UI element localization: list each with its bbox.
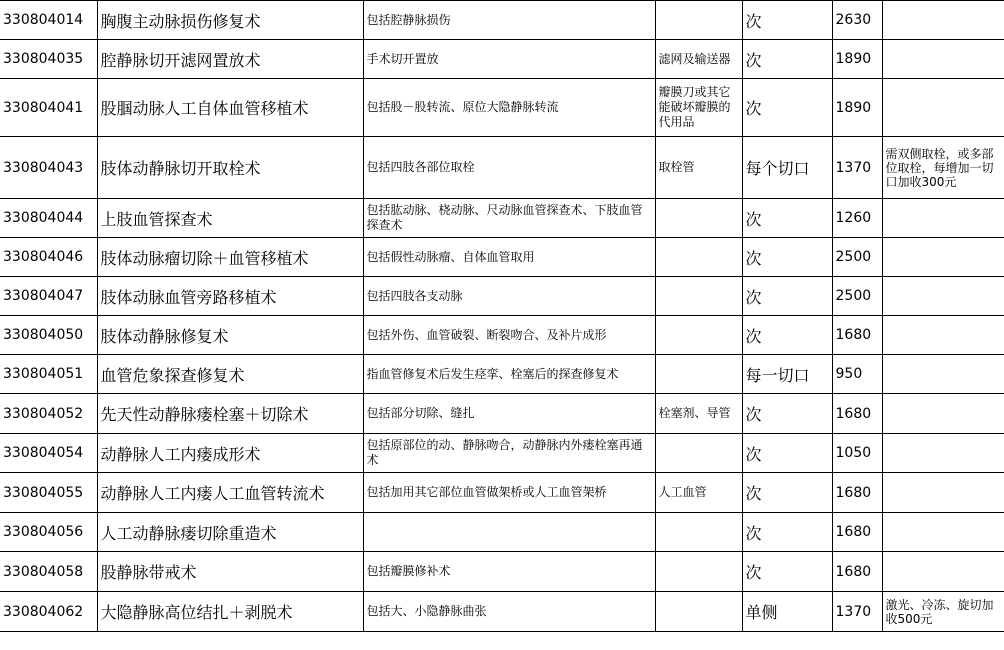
cell-content: 包括四肢各支动脉	[363, 277, 655, 316]
cell-name: 动静脉人工内瘘人工血管转流术	[97, 473, 363, 513]
cell-code: 330804041	[0, 79, 97, 137]
cell-name: 肢体动静脉切开取栓术	[97, 137, 363, 199]
cell-name: 大隐静脉高位结扎＋剥脱术	[97, 592, 363, 632]
cell-unit: 次	[742, 552, 832, 592]
cell-code: 330804054	[0, 434, 97, 473]
cell-note: 激光、冷冻、旋切加收500元	[882, 592, 1004, 632]
cell-note	[882, 355, 1004, 394]
cell-name: 动静脉人工内瘘成形术	[97, 434, 363, 473]
cell-note	[882, 473, 1004, 513]
cell-except	[655, 592, 742, 632]
table-row	[0, 513, 1004, 552]
cell-note	[882, 552, 1004, 592]
cell-except	[655, 434, 742, 473]
cell-except	[655, 355, 742, 394]
cell-note	[882, 40, 1004, 79]
cell-content: 包括肱动脉、桡动脉、尺动脉血管探查术、下肢血管探查术	[363, 199, 655, 238]
cell-content: 包括股－股转流、原位大隐静脉转流	[363, 79, 655, 137]
cell-code: 330804047	[0, 277, 97, 316]
cell-note	[882, 199, 1004, 238]
table-row	[0, 434, 1004, 473]
cell-note	[882, 238, 1004, 277]
cell-content: 包括瓣膜修补术	[363, 552, 655, 592]
cell-name: 肢体动静脉修复术	[97, 316, 363, 355]
cell-except: 瓣膜刀或其它能破坏瓣膜的代用品	[655, 79, 742, 137]
table-row	[0, 316, 1004, 355]
cell-unit: 次	[742, 40, 832, 79]
cell-code: 330804055	[0, 473, 97, 513]
cell-except	[655, 277, 742, 316]
cell-price: 1890	[832, 40, 882, 79]
cell-unit: 次	[742, 238, 832, 277]
table-row	[0, 1, 1004, 40]
cell-unit: 次	[742, 316, 832, 355]
table-row	[0, 199, 1004, 238]
cell-price: 1370	[832, 137, 882, 199]
cell-except: 滤网及输送器	[655, 40, 742, 79]
cell-name: 股腘动脉人工自体血管移植术	[97, 79, 363, 137]
cell-price: 2500	[832, 238, 882, 277]
cell-note	[882, 79, 1004, 137]
cell-note	[882, 316, 1004, 355]
table-row	[0, 277, 1004, 316]
cell-code: 330804051	[0, 355, 97, 394]
cell-price: 2500	[832, 277, 882, 316]
cell-except: 取栓管	[655, 137, 742, 199]
cell-note	[882, 513, 1004, 552]
cell-unit: 次	[742, 199, 832, 238]
cell-except	[655, 316, 742, 355]
cell-code: 330804014	[0, 1, 97, 40]
cell-content: 包括腔静脉损伤	[363, 1, 655, 40]
cell-name: 肢体动脉血管旁路移植术	[97, 277, 363, 316]
table-row	[0, 137, 1004, 199]
cell-price: 950	[832, 355, 882, 394]
cell-unit: 单侧	[742, 592, 832, 632]
table-row	[0, 473, 1004, 513]
cell-code: 330804058	[0, 552, 97, 592]
cell-unit: 次	[742, 434, 832, 473]
cell-price: 1680	[832, 316, 882, 355]
cell-name: 肢体动脉瘤切除＋血管移植术	[97, 238, 363, 277]
cell-price: 1260	[832, 199, 882, 238]
cell-except	[655, 513, 742, 552]
cell-price: 1370	[832, 592, 882, 632]
cell-content: 包括外伤、血管破裂、断裂吻合、及补片成形	[363, 316, 655, 355]
table-row	[0, 552, 1004, 592]
cell-except	[655, 199, 742, 238]
cell-code: 330804035	[0, 40, 97, 79]
cell-note	[882, 394, 1004, 434]
cell-note	[882, 277, 1004, 316]
cell-content: 手术切开置放	[363, 40, 655, 79]
table-row	[0, 40, 1004, 79]
cell-price: 1680	[832, 394, 882, 434]
cell-note	[882, 434, 1004, 473]
cell-name: 腔静脉切开滤网置放术	[97, 40, 363, 79]
table-row	[0, 355, 1004, 394]
cell-content: 包括大、小隐静脉曲张	[363, 592, 655, 632]
cell-price: 1050	[832, 434, 882, 473]
cell-content: 包括假性动脉瘤、自体血管取用	[363, 238, 655, 277]
cell-content: 指血管修复术后发生痉挛、栓塞后的探查修复术	[363, 355, 655, 394]
cell-name: 人工动静脉瘘切除重造术	[97, 513, 363, 552]
cell-code: 330804044	[0, 199, 97, 238]
cell-code: 330804046	[0, 238, 97, 277]
cell-except: 栓塞剂、导管	[655, 394, 742, 434]
cell-price: 1680	[832, 513, 882, 552]
cell-unit: 次	[742, 394, 832, 434]
cell-name: 胸腹主动脉损伤修复术	[97, 1, 363, 40]
cell-code: 330804043	[0, 137, 97, 199]
cell-content: 包括加用其它部位血管做架桥或人工血管架桥	[363, 473, 655, 513]
cell-price: 2630	[832, 1, 882, 40]
cell-unit: 次	[742, 513, 832, 552]
cell-except	[655, 552, 742, 592]
cell-content	[363, 513, 655, 552]
cell-content: 包括四肢各部位取栓	[363, 137, 655, 199]
table-row	[0, 238, 1004, 277]
cell-price: 1890	[832, 79, 882, 137]
cell-unit: 次	[742, 79, 832, 137]
cell-code: 330804062	[0, 592, 97, 632]
cell-unit: 每个切口	[742, 137, 832, 199]
cell-except: 人工血管	[655, 473, 742, 513]
cell-content: 包括原部位的动、静脉吻合，动静脉内外瘘栓塞再通术	[363, 434, 655, 473]
cell-unit: 每一切口	[742, 355, 832, 394]
cell-unit: 次	[742, 473, 832, 513]
cell-code: 330804050	[0, 316, 97, 355]
cell-name: 血管危象探查修复术	[97, 355, 363, 394]
cell-except	[655, 238, 742, 277]
cell-name: 上肢血管探查术	[97, 199, 363, 238]
cell-note: 需双侧取栓，或多部位取栓，每增加一切口加收300元	[882, 137, 1004, 199]
cell-except	[655, 1, 742, 40]
table-row	[0, 79, 1004, 137]
table-row	[0, 592, 1004, 632]
cell-unit: 次	[742, 1, 832, 40]
cell-name: 先天性动静脉瘘栓塞＋切除术	[97, 394, 363, 434]
cell-price: 1680	[832, 552, 882, 592]
cell-code: 330804052	[0, 394, 97, 434]
cell-name: 股静脉带戒术	[97, 552, 363, 592]
cell-unit: 次	[742, 277, 832, 316]
cell-content: 包括部分切除、缝扎	[363, 394, 655, 434]
cell-price: 1680	[832, 473, 882, 513]
cell-code: 330804056	[0, 513, 97, 552]
cell-note	[882, 1, 1004, 40]
table-row	[0, 394, 1004, 434]
